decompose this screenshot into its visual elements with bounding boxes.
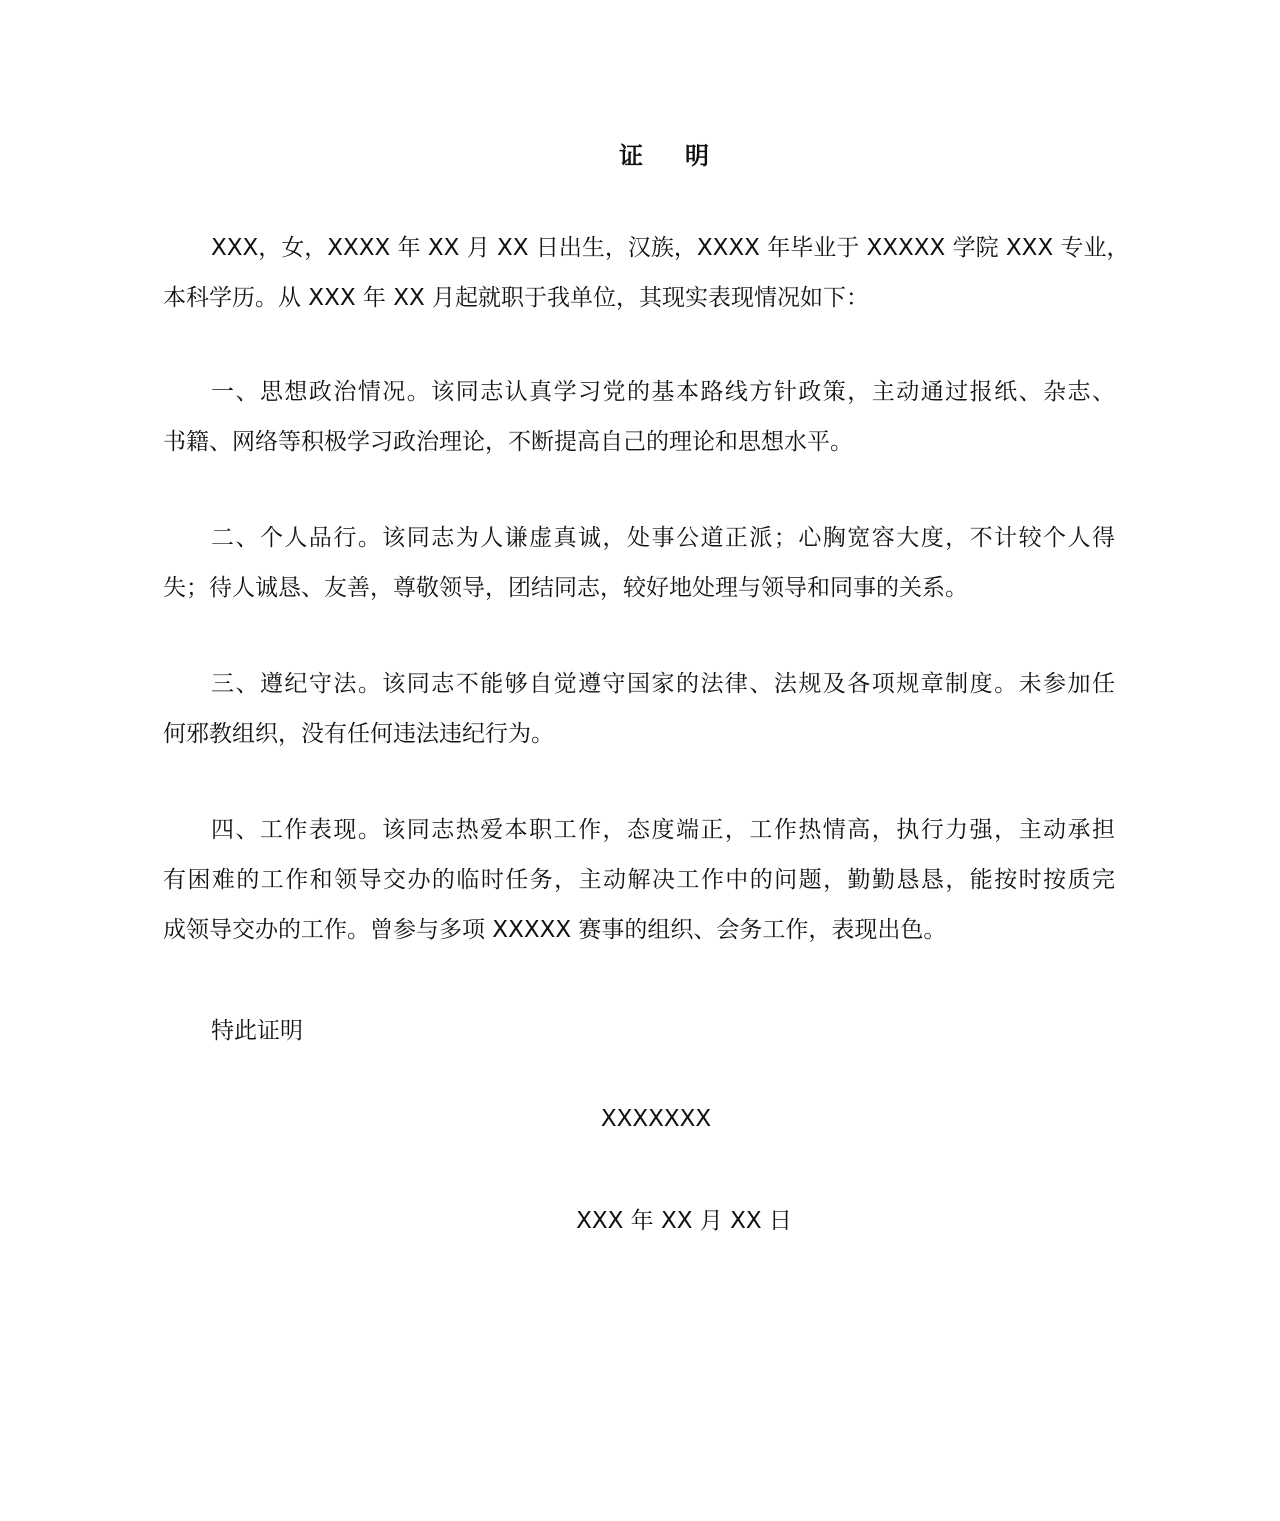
text-line: 四、工作表现。该同志热爱本职工作，态度端正，工作热情高，执行力强，主动承担 <box>211 817 1115 843</box>
paragraph-law <box>163 670 1115 770</box>
title-char: 证 <box>619 142 643 170</box>
date: XXX 年 XX 月 XX 日 <box>576 1208 792 1234</box>
text-line: 本科学历。从 XXX 年 XX 月起就职于我单位，其现实表现情况如下： <box>163 285 870 311</box>
paragraph-political <box>163 378 1115 478</box>
signature: XXXXXXX <box>600 1106 712 1132</box>
paragraph-conduct <box>163 524 1115 624</box>
text-line: 书籍、网络等积极学习政治理论，不断提高自己的理论和思想水平。 <box>163 429 853 455</box>
text-line: 二、个人品行。该同志为人谦虚真诚，处事公道正派；心胸宽容大度，不计较个人得 <box>211 525 1115 551</box>
text-line: 何邪教组织，没有任何违法违纪行为。 <box>163 721 554 747</box>
document-title <box>0 136 1280 171</box>
paragraph-intro <box>163 234 1130 334</box>
closing-text: 特此证明 <box>211 1018 303 1044</box>
title-char: 明 <box>685 142 709 170</box>
text-line: 成领导交办的工作。曾参与多项 XXXXX 赛事的组织、会务工作，表现出色。 <box>163 917 947 943</box>
text-line: 一、思想政治情况。该同志认真学习党的基本路线方针政策，主动通过报纸、杂志、 <box>211 379 1115 405</box>
text-line: 失；待人诚恳、友善，尊敬领导，团结同志，较好地处理与领导和同事的关系。 <box>163 575 968 601</box>
paragraph-work <box>163 816 1115 966</box>
text-line: XXX，女，XXXX 年 XX 月 XX 日出生，汉族，XXXX 年毕业于 XXXXX 学院 XXX 专业， <box>211 235 1130 261</box>
text-line: 三、遵纪守法。该同志不能够自觉遵守国家的法律、法规及各项规章制度。未参加任 <box>211 671 1115 697</box>
text-line: 有困难的工作和领导交办的临时任务，主动解决工作中的问题，勤勤恳恳，能按时按质完 <box>163 867 1115 893</box>
